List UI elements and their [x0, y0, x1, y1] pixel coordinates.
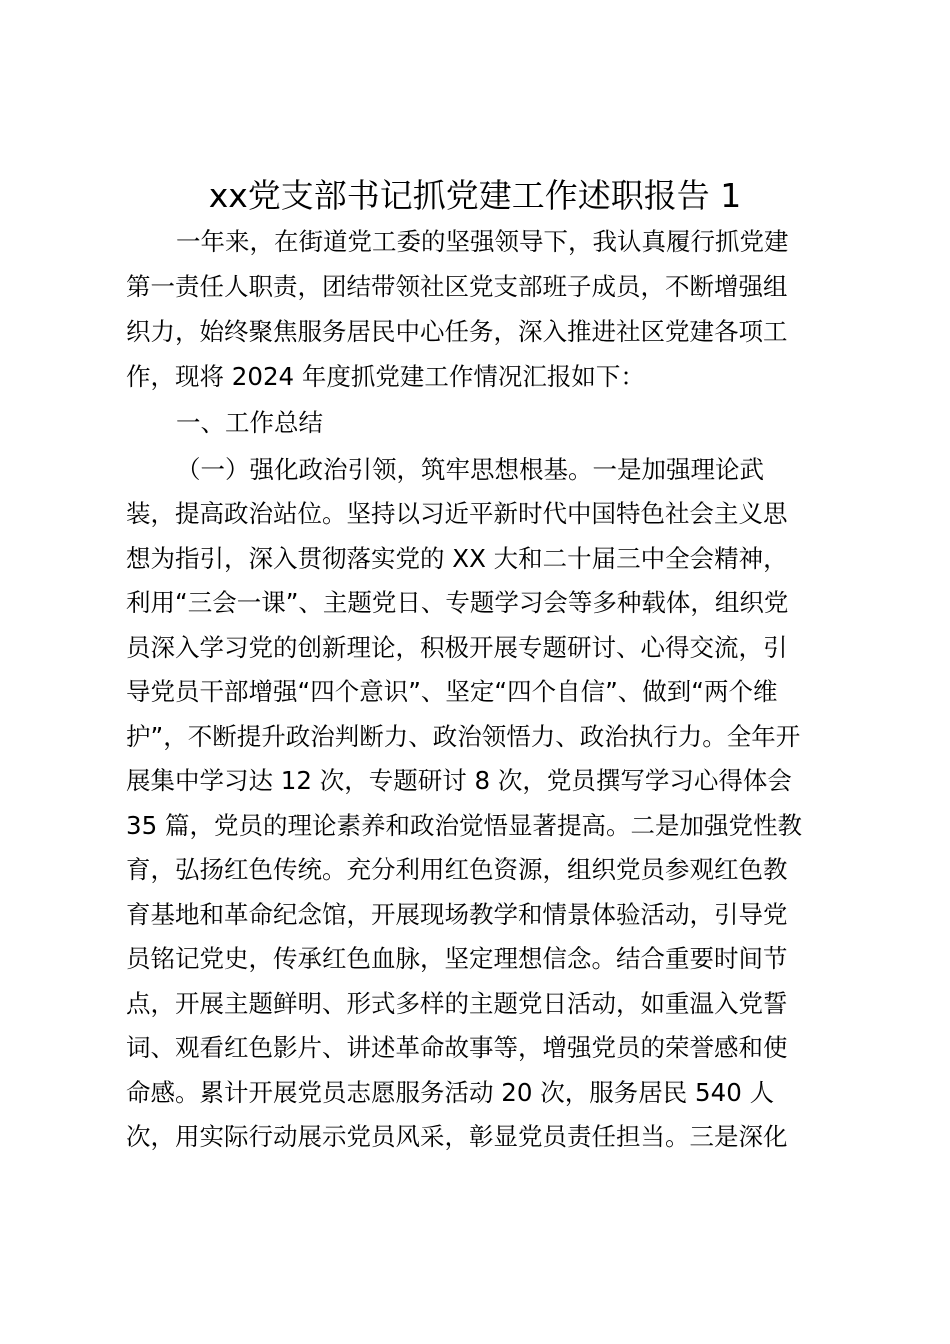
paragraph-line: 35 篇，党员的理论素养和政治觉悟显著提高。二是加强党性教: [126, 811, 802, 840]
paragraph-line: 一年来，在街道党工委的坚强领导下，我认真履行抓党建: [176, 227, 789, 256]
paragraph-line: 点，开展主题鲜明、形式多样的主题党日活动，如重温入党誓: [126, 989, 788, 1018]
paragraph-line: 词、观看红色影片、讲述革命故事等，增强党员的荣誉感和使: [126, 1033, 788, 1062]
paragraph-line: 展集中学习达 12 次，专题研讨 8 次，党员撰写学习心得体会: [126, 766, 792, 795]
paragraph-line: 护”，不断提升政治判断力、政治领悟力、政治执行力。全年开: [126, 722, 801, 751]
paragraph-line: 装，提高政治站位。坚持以习近平新时代中国特色社会主义思: [126, 499, 788, 528]
paragraph-line: 育基地和革命纪念馆，开展现场教学和情景体验活动，引导党: [126, 900, 788, 929]
paragraph-line: 利用“三会一课”、主题党日、专题学习会等多种载体，组织党: [126, 588, 789, 617]
paragraph-line: 织力，始终聚焦服务居民中心任务，深入推进社区党建各项工: [126, 317, 788, 346]
paragraph-line: 导党员干部增强“四个意识”、坚定“四个自信”、做到“两个维: [126, 677, 778, 706]
paragraph-line: 命感。累计开展党员志愿服务活动 20 次，服务居民 540 人: [126, 1078, 775, 1107]
paragraph-line: 想为指引，深入贯彻落实党的 XX 大和二十届三中全会精神，: [126, 544, 788, 573]
paragraph-line: 育，弘扬红色传统。充分利用红色资源，组织党员参观红色教: [126, 855, 788, 884]
document-title: xx党支部书记抓党建工作述职报告 1: [208, 176, 742, 215]
paragraph-line: 员深入学习党的创新理论，积极开展专题研讨、心得交流，引: [126, 633, 788, 662]
paragraph-line: 第一责任人职责，团结带领社区党支部班子成员，不断增强组: [126, 272, 788, 301]
paragraph-line: （一）强化政治引领，筑牢思想根基。一是加强理论武: [176, 455, 764, 484]
paragraph-line: 次，用实际行动展示党员风采，彰显党员责任担当。三是深化: [126, 1122, 788, 1151]
paragraph-line: 作，现将 2024 年度抓党建工作情况汇报如下：: [126, 362, 645, 391]
paragraph-line: 员铭记党史，传承红色血脉，坚定理想信念。结合重要时间节: [126, 944, 788, 973]
section-heading: 一、工作总结: [176, 408, 323, 437]
